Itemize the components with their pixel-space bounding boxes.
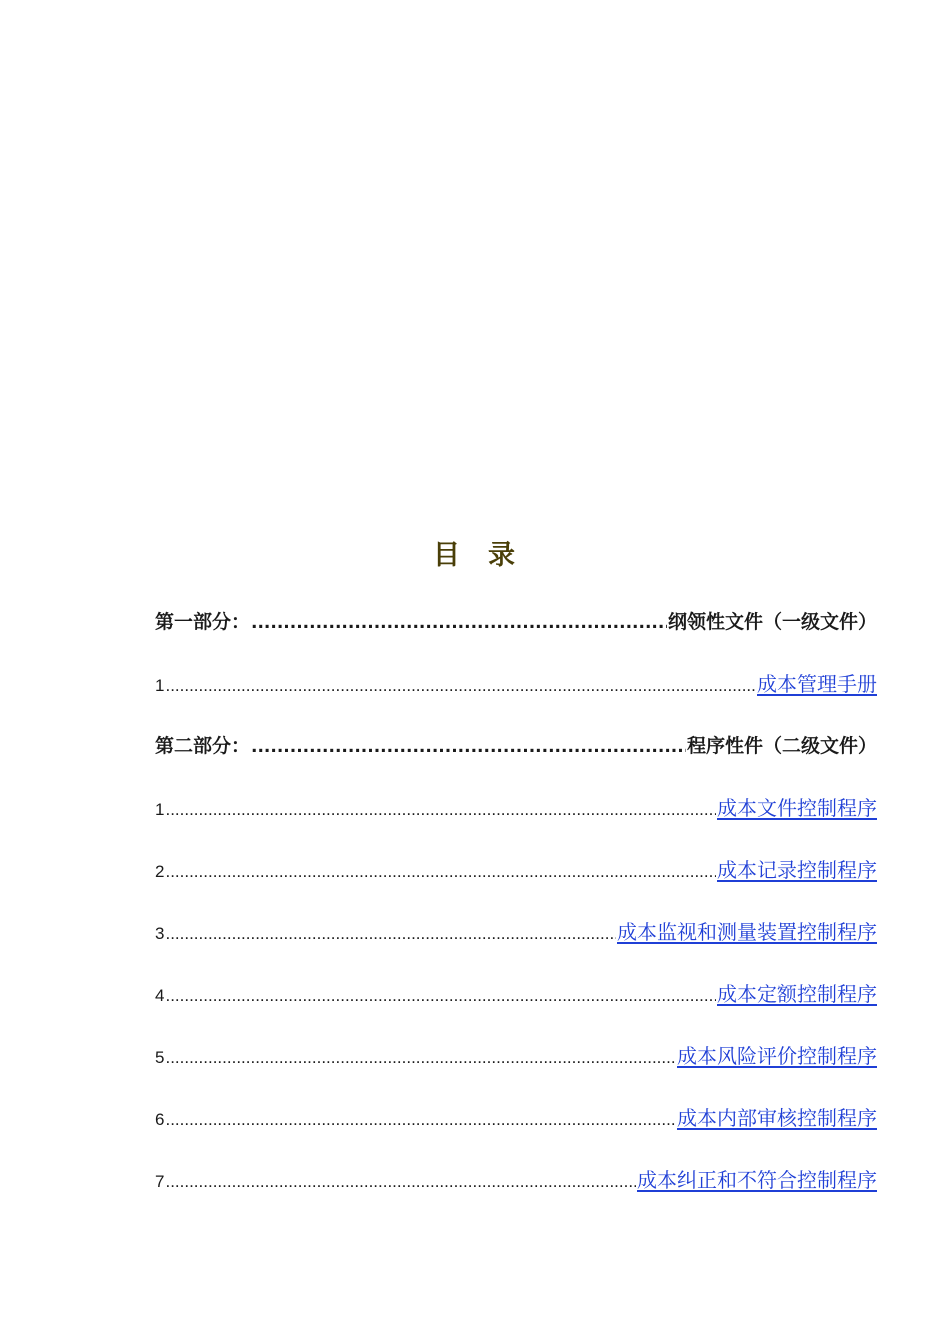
leader-dots: [165, 790, 716, 830]
section-label: 第一部分：: [155, 611, 251, 633]
toc-title-right: 录: [488, 540, 517, 571]
leader-dots: [165, 914, 616, 954]
entry-number: 1: [155, 676, 165, 695]
entry-link-quota-control[interactable]: 成本定额控制程序: [717, 982, 877, 1006]
leader-dots: [165, 976, 716, 1016]
section-label: 第二部分：: [155, 735, 251, 757]
leader-dots: [165, 1162, 636, 1202]
section-title: 纲领性文件（一级文件）: [667, 611, 877, 633]
entry-number: 7: [155, 1172, 165, 1191]
entry-link-audit-control[interactable]: 成本内部审核控制程序: [677, 1106, 877, 1130]
entry-number: 1: [155, 800, 165, 819]
entry-link-document-control[interactable]: 成本文件控制程序: [717, 796, 877, 820]
entry-link-manual[interactable]: 成本管理手册: [757, 672, 877, 696]
entry-number: 2: [155, 862, 165, 881]
entry-link-corrective-control[interactable]: 成本纠正和不符合控制程序: [637, 1168, 877, 1192]
toc-title: [0, 533, 950, 572]
entry-link-record-control[interactable]: 成本记录控制程序: [717, 858, 877, 882]
leader-dots: [165, 666, 756, 706]
toc-section-2: [155, 726, 877, 788]
toc-section-1: [155, 602, 877, 664]
toc-entry: [155, 664, 877, 726]
leader-dots: [165, 1038, 676, 1078]
leader-dots: [251, 727, 686, 767]
entry-number: 5: [155, 1048, 165, 1067]
toc-entry: [155, 788, 877, 850]
entry-number: 4: [155, 986, 165, 1005]
toc-title-left: 目: [433, 540, 462, 571]
leader-dots: [165, 1100, 676, 1140]
toc-entry: [155, 1098, 877, 1160]
leader-dots: [251, 603, 667, 643]
toc-entry: [155, 850, 877, 912]
toc-entry: [155, 1036, 877, 1098]
entry-link-measurement-control[interactable]: 成本监视和测量装置控制程序: [617, 920, 877, 944]
toc-entry: [155, 1160, 877, 1222]
entry-number: 3: [155, 924, 165, 943]
entry-link-risk-control[interactable]: 成本风险评价控制程序: [677, 1044, 877, 1068]
section-title: 程序性件（二级文件）: [686, 735, 877, 757]
table-of-contents: [155, 602, 877, 1222]
toc-entry: [155, 974, 877, 1036]
toc-entry: [155, 912, 877, 974]
leader-dots: [165, 852, 716, 892]
entry-number: 6: [155, 1110, 165, 1129]
